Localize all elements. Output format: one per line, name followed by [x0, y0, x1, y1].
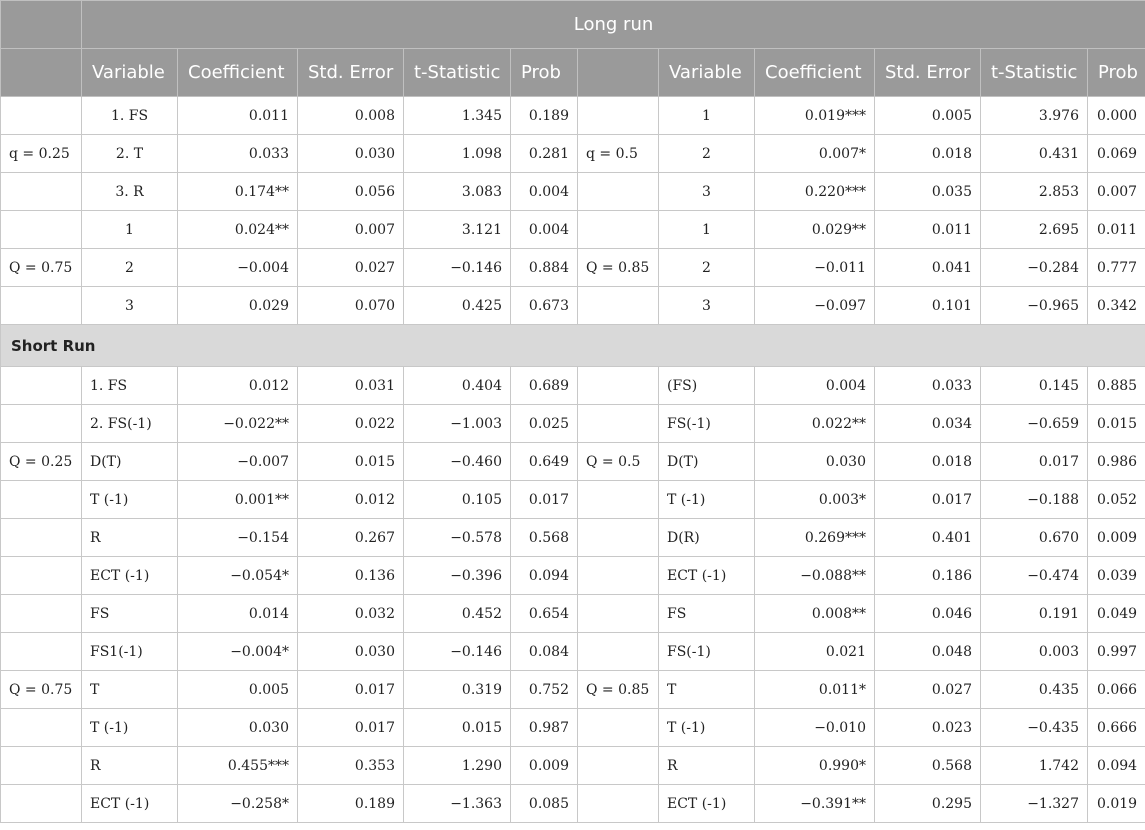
- coefficient-cell: −0.258*: [178, 785, 298, 823]
- prob-cell: 0.189: [511, 97, 578, 135]
- quantile-label-left: [1, 747, 82, 785]
- coefficient-cell: 0.005: [178, 671, 298, 709]
- column-header-prob: Prob: [1088, 49, 1145, 97]
- std-error-cell: 0.030: [298, 633, 404, 671]
- section-row: [1, 325, 1145, 367]
- quantile-label-right: Q = 0.85: [578, 671, 659, 709]
- variable-cell: D(T): [659, 443, 755, 481]
- coefficient-cell: 0.029: [178, 287, 298, 325]
- variable-cell: FS(-1): [659, 633, 755, 671]
- prob-cell: 0.039: [1088, 557, 1145, 595]
- column-header-std-error: Std. Error: [875, 49, 981, 97]
- variable-cell: 1: [659, 97, 755, 135]
- header-row-columns: [1, 49, 1145, 97]
- coefficient-cell: 0.220***: [755, 173, 875, 211]
- prob-cell: 0.673: [511, 287, 578, 325]
- coefficient-cell: −0.007: [178, 443, 298, 481]
- column-header-prob: Prob: [511, 49, 578, 97]
- coefficient-cell: 0.029**: [755, 211, 875, 249]
- table-row: [1, 367, 1145, 405]
- coefficient-cell: −0.022**: [178, 405, 298, 443]
- table-row: [1, 249, 1145, 287]
- variable-cell: T (-1): [659, 709, 755, 747]
- prob-cell: 0.019: [1088, 785, 1145, 823]
- t-statistic-cell: 0.145: [981, 367, 1088, 405]
- variable-cell: 1. FS: [82, 97, 178, 135]
- prob-cell: 0.987: [511, 709, 578, 747]
- std-error-cell: 0.027: [298, 249, 404, 287]
- column-header-variable: Variable: [82, 49, 178, 97]
- std-error-cell: 0.018: [875, 135, 981, 173]
- quantile-label-right: [578, 405, 659, 443]
- coefficient-cell: 0.022**: [755, 405, 875, 443]
- std-error-cell: 0.186: [875, 557, 981, 595]
- variable-cell: R: [659, 747, 755, 785]
- variable-cell: T: [659, 671, 755, 709]
- quantile-label-right: [578, 785, 659, 823]
- prob-cell: 0.004: [511, 173, 578, 211]
- coefficient-cell: 0.019***: [755, 97, 875, 135]
- variable-cell: R: [82, 747, 178, 785]
- std-error-cell: 0.027: [875, 671, 981, 709]
- prob-cell: 0.025: [511, 405, 578, 443]
- short-run-body: [1, 367, 1145, 823]
- quantile-label-left: [1, 557, 82, 595]
- variable-cell: (FS): [659, 367, 755, 405]
- table-row: [1, 709, 1145, 747]
- column-header-coefficient: Coefficient: [755, 49, 875, 97]
- std-error-cell: 0.032: [298, 595, 404, 633]
- coefficient-cell: 0.004: [755, 367, 875, 405]
- t-statistic-cell: −0.396: [404, 557, 511, 595]
- t-statistic-cell: −0.965: [981, 287, 1088, 325]
- prob-cell: 0.066: [1088, 671, 1145, 709]
- quantile-label-left: Q = 0.75: [1, 249, 82, 287]
- variable-cell: FS: [82, 595, 178, 633]
- t-statistic-cell: −0.146: [404, 633, 511, 671]
- std-error-cell: 0.353: [298, 747, 404, 785]
- quantile-label-right: [578, 595, 659, 633]
- coefficient-cell: 0.012: [178, 367, 298, 405]
- table-row: [1, 97, 1145, 135]
- coefficient-cell: −0.004*: [178, 633, 298, 671]
- t-statistic-cell: −0.460: [404, 443, 511, 481]
- prob-cell: 0.017: [511, 481, 578, 519]
- quantile-label-left: [1, 405, 82, 443]
- coefficient-cell: 0.008**: [755, 595, 875, 633]
- quantile-label-right: [578, 557, 659, 595]
- t-statistic-cell: 3.976: [981, 97, 1088, 135]
- t-statistic-cell: 0.015: [404, 709, 511, 747]
- variable-cell: 2: [82, 249, 178, 287]
- t-statistic-cell: −1.363: [404, 785, 511, 823]
- prob-cell: 0.009: [511, 747, 578, 785]
- quantile-label-left: [1, 211, 82, 249]
- std-error-cell: 0.008: [298, 97, 404, 135]
- quantile-label-left: [1, 173, 82, 211]
- header-row-top: [1, 1, 1145, 49]
- t-statistic-cell: 0.105: [404, 481, 511, 519]
- variable-cell: FS: [659, 595, 755, 633]
- prob-cell: 0.884: [511, 249, 578, 287]
- quantile-label-left: [1, 367, 82, 405]
- coefficient-cell: −0.088**: [755, 557, 875, 595]
- t-statistic-cell: −0.578: [404, 519, 511, 557]
- variable-cell: 1. FS: [82, 367, 178, 405]
- prob-cell: 0.069: [1088, 135, 1145, 173]
- coefficient-cell: 0.033: [178, 135, 298, 173]
- t-statistic-cell: −0.284: [981, 249, 1088, 287]
- column-header-variable: Variable: [659, 49, 755, 97]
- variable-cell: 3: [659, 287, 755, 325]
- table-row: [1, 557, 1145, 595]
- quantile-label-left: [1, 97, 82, 135]
- coefficient-cell: 0.014: [178, 595, 298, 633]
- column-header-t-statistic: t-Statistic: [404, 49, 511, 97]
- prob-cell: 0.007: [1088, 173, 1145, 211]
- column-header-std-error: Std. Error: [298, 49, 404, 97]
- quantile-label-right: [578, 519, 659, 557]
- quantile-label-left: [1, 633, 82, 671]
- prob-cell: 0.084: [511, 633, 578, 671]
- prob-cell: 0.015: [1088, 405, 1145, 443]
- coefficient-cell: 0.990*: [755, 747, 875, 785]
- short-run-section: [1, 325, 1145, 367]
- variable-cell: ECT (-1): [82, 785, 178, 823]
- t-statistic-cell: 2.853: [981, 173, 1088, 211]
- prob-cell: 0.094: [1088, 747, 1145, 785]
- quantile-label-left: Q = 0.75: [1, 671, 82, 709]
- quantile-label-right: [578, 709, 659, 747]
- prob-cell: 0.649: [511, 443, 578, 481]
- std-error-cell: 0.018: [875, 443, 981, 481]
- variable-cell: FS(-1): [659, 405, 755, 443]
- quantile-label-right: q = 0.5: [578, 135, 659, 173]
- quantile-label-right: [578, 97, 659, 135]
- coefficient-cell: −0.054*: [178, 557, 298, 595]
- long-run-title: Long run: [82, 1, 1145, 49]
- variable-cell: T: [82, 671, 178, 709]
- prob-cell: 0.568: [511, 519, 578, 557]
- quantile-label-right: Q = 0.85: [578, 249, 659, 287]
- column-header-t-statistic: t-Statistic: [981, 49, 1088, 97]
- t-statistic-cell: 2.695: [981, 211, 1088, 249]
- prob-cell: 0.342: [1088, 287, 1145, 325]
- quantile-label-left: Q = 0.25: [1, 443, 82, 481]
- prob-cell: 0.997: [1088, 633, 1145, 671]
- std-error-cell: 0.017: [298, 671, 404, 709]
- t-statistic-cell: 0.319: [404, 671, 511, 709]
- coefficient-cell: −0.154: [178, 519, 298, 557]
- t-statistic-cell: 3.121: [404, 211, 511, 249]
- prob-cell: 0.752: [511, 671, 578, 709]
- prob-cell: 0.281: [511, 135, 578, 173]
- std-error-cell: 0.048: [875, 633, 981, 671]
- table-row: [1, 211, 1145, 249]
- variable-cell: ECT (-1): [659, 557, 755, 595]
- t-statistic-cell: 0.425: [404, 287, 511, 325]
- std-error-cell: 0.041: [875, 249, 981, 287]
- coefficient-cell: 0.011: [178, 97, 298, 135]
- t-statistic-cell: 0.017: [981, 443, 1088, 481]
- quantile-label-left: [1, 481, 82, 519]
- t-statistic-cell: −0.146: [404, 249, 511, 287]
- t-statistic-cell: 0.003: [981, 633, 1088, 671]
- std-error-cell: 0.070: [298, 287, 404, 325]
- coefficient-cell: 0.021: [755, 633, 875, 671]
- std-error-cell: 0.267: [298, 519, 404, 557]
- quantile-label-left: [1, 709, 82, 747]
- coefficient-cell: −0.391**: [755, 785, 875, 823]
- coefficient-cell: 0.030: [755, 443, 875, 481]
- quantile-label-left: [1, 785, 82, 823]
- variable-cell: 3. R: [82, 173, 178, 211]
- variable-cell: 2. T: [82, 135, 178, 173]
- variable-cell: R: [82, 519, 178, 557]
- std-error-cell: 0.030: [298, 135, 404, 173]
- header-corner-cell: [1, 1, 82, 49]
- variable-cell: T (-1): [82, 709, 178, 747]
- t-statistic-cell: 1.290: [404, 747, 511, 785]
- std-error-cell: 0.295: [875, 785, 981, 823]
- std-error-cell: 0.031: [298, 367, 404, 405]
- prob-cell: 0.009: [1088, 519, 1145, 557]
- coefficient-cell: 0.007*: [755, 135, 875, 173]
- coefficient-cell: −0.011: [755, 249, 875, 287]
- column-header-coefficient: Coefficient: [178, 49, 298, 97]
- t-statistic-cell: −0.659: [981, 405, 1088, 443]
- header-corner-cell: [1, 49, 82, 97]
- table-row: [1, 519, 1145, 557]
- variable-cell: FS1(-1): [82, 633, 178, 671]
- quantile-label-right: [578, 481, 659, 519]
- quantile-label-left: [1, 287, 82, 325]
- variable-cell: T (-1): [82, 481, 178, 519]
- prob-cell: 0.000: [1088, 97, 1145, 135]
- variable-cell: 1: [659, 211, 755, 249]
- t-statistic-cell: −0.435: [981, 709, 1088, 747]
- std-error-cell: 0.568: [875, 747, 981, 785]
- std-error-cell: 0.101: [875, 287, 981, 325]
- std-error-cell: 0.022: [298, 405, 404, 443]
- prob-cell: 0.654: [511, 595, 578, 633]
- std-error-cell: 0.136: [298, 557, 404, 595]
- quantile-label-right: [578, 367, 659, 405]
- variable-cell: 2: [659, 249, 755, 287]
- quantile-label-right: [578, 633, 659, 671]
- prob-cell: 0.885: [1088, 367, 1145, 405]
- quantile-label-right: [578, 173, 659, 211]
- coefficient-cell: −0.010: [755, 709, 875, 747]
- t-statistic-cell: 1.345: [404, 97, 511, 135]
- prob-cell: 0.094: [511, 557, 578, 595]
- quantile-label-left: [1, 595, 82, 633]
- variable-cell: 1: [82, 211, 178, 249]
- std-error-cell: 0.007: [298, 211, 404, 249]
- quantile-label-right: [578, 747, 659, 785]
- t-statistic-cell: 0.452: [404, 595, 511, 633]
- table-row: [1, 747, 1145, 785]
- prob-cell: 0.052: [1088, 481, 1145, 519]
- table-row: [1, 443, 1145, 481]
- table-row: [1, 671, 1145, 709]
- long-run-body: [1, 97, 1145, 325]
- header-spacer-cell: [578, 49, 659, 97]
- table-row: [1, 287, 1145, 325]
- std-error-cell: 0.015: [298, 443, 404, 481]
- prob-cell: 0.666: [1088, 709, 1145, 747]
- variable-cell: ECT (-1): [659, 785, 755, 823]
- coefficient-cell: −0.004: [178, 249, 298, 287]
- coefficient-cell: 0.011*: [755, 671, 875, 709]
- coefficient-cell: 0.269***: [755, 519, 875, 557]
- coefficient-cell: 0.455***: [178, 747, 298, 785]
- coefficient-cell: 0.174**: [178, 173, 298, 211]
- coefficient-cell: 0.030: [178, 709, 298, 747]
- variable-cell: 3: [659, 173, 755, 211]
- table-row: [1, 481, 1145, 519]
- prob-cell: 0.011: [1088, 211, 1145, 249]
- std-error-cell: 0.056: [298, 173, 404, 211]
- variable-cell: 3: [82, 287, 178, 325]
- quantile-label-right: [578, 287, 659, 325]
- t-statistic-cell: 0.404: [404, 367, 511, 405]
- table-row: [1, 785, 1145, 823]
- variable-cell: D(T): [82, 443, 178, 481]
- t-statistic-cell: 3.083: [404, 173, 511, 211]
- prob-cell: 0.049: [1088, 595, 1145, 633]
- coefficient-cell: 0.001**: [178, 481, 298, 519]
- std-error-cell: 0.017: [875, 481, 981, 519]
- t-statistic-cell: 0.435: [981, 671, 1088, 709]
- table-row: [1, 405, 1145, 443]
- std-error-cell: 0.401: [875, 519, 981, 557]
- variable-cell: 2: [659, 135, 755, 173]
- std-error-cell: 0.017: [298, 709, 404, 747]
- std-error-cell: 0.046: [875, 595, 981, 633]
- t-statistic-cell: 0.191: [981, 595, 1088, 633]
- std-error-cell: 0.012: [298, 481, 404, 519]
- coefficient-cell: −0.097: [755, 287, 875, 325]
- std-error-cell: 0.005: [875, 97, 981, 135]
- variable-cell: T (-1): [659, 481, 755, 519]
- t-statistic-cell: 0.670: [981, 519, 1088, 557]
- t-statistic-cell: −0.188: [981, 481, 1088, 519]
- t-statistic-cell: 1.742: [981, 747, 1088, 785]
- prob-cell: 0.986: [1088, 443, 1145, 481]
- short-run-title: Short Run: [1, 325, 1145, 367]
- std-error-cell: 0.034: [875, 405, 981, 443]
- quantile-label-right: Q = 0.5: [578, 443, 659, 481]
- t-statistic-cell: −1.003: [404, 405, 511, 443]
- std-error-cell: 0.033: [875, 367, 981, 405]
- coefficient-cell: 0.003*: [755, 481, 875, 519]
- std-error-cell: 0.011: [875, 211, 981, 249]
- quantile-label-right: [578, 211, 659, 249]
- t-statistic-cell: 1.098: [404, 135, 511, 173]
- coefficient-cell: 0.024**: [178, 211, 298, 249]
- prob-cell: 0.689: [511, 367, 578, 405]
- variable-cell: ECT (-1): [82, 557, 178, 595]
- quantile-label-left: [1, 519, 82, 557]
- std-error-cell: 0.035: [875, 173, 981, 211]
- prob-cell: 0.777: [1088, 249, 1145, 287]
- std-error-cell: 0.189: [298, 785, 404, 823]
- variable-cell: D(R): [659, 519, 755, 557]
- prob-cell: 0.004: [511, 211, 578, 249]
- table-row: [1, 633, 1145, 671]
- prob-cell: 0.085: [511, 785, 578, 823]
- t-statistic-cell: 0.431: [981, 135, 1088, 173]
- table-row: [1, 135, 1145, 173]
- variable-cell: 2. FS(-1): [82, 405, 178, 443]
- quantile-label-left: q = 0.25: [1, 135, 82, 173]
- std-error-cell: 0.023: [875, 709, 981, 747]
- table-row: [1, 595, 1145, 633]
- table-row: [1, 173, 1145, 211]
- t-statistic-cell: −1.327: [981, 785, 1088, 823]
- t-statistic-cell: −0.474: [981, 557, 1088, 595]
